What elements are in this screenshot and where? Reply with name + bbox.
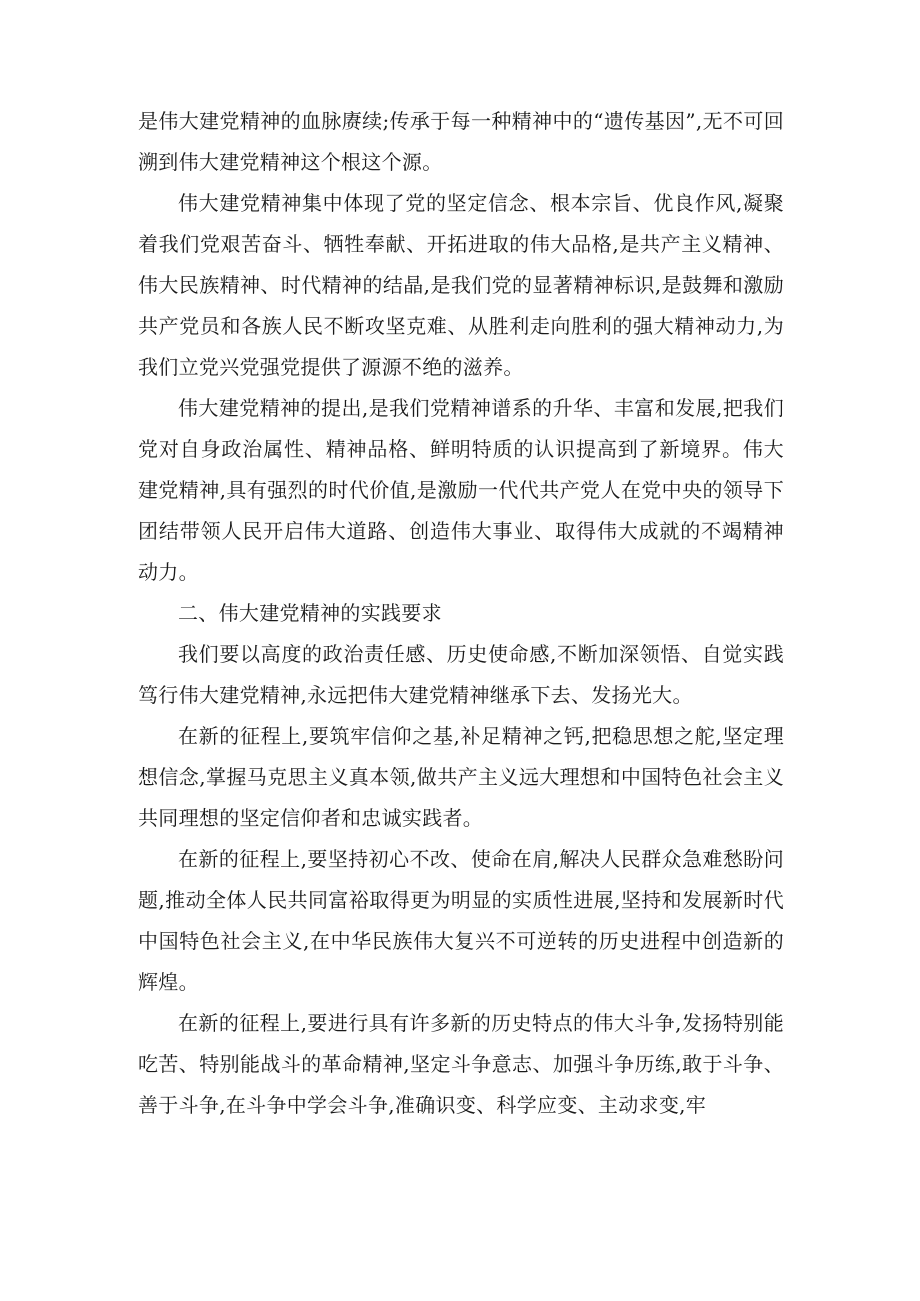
paragraph-spirit-significance: 伟大建党精神的提出,是我们党精神谱系的升华、丰富和发展,把我们党对自身政治属性、精神品格、鲜明特质的认识提高到了新境界。伟大建党精神,具有强烈的时代价值,是激励一代代共产党人在党中央的领导下团结带领人民开启伟大道路、创造伟大事业、取得伟大成就的不竭精神动力。 bbox=[138, 396, 784, 584]
document-page bbox=[138, 101, 784, 1126]
section-heading: 二、伟大建党精神的实践要求 bbox=[178, 601, 442, 625]
paragraph-continuation: 是伟大建党精神的血脉赓续;传承于每一种精神中的“遗传基因”,无不可回溯到伟大建党精神这个根这个源。 bbox=[138, 109, 784, 174]
paragraph-practice-mission: 在新的征程上,要坚持初心不改、使命在肩,解决人民群众急难愁盼问题,推动全体人民共同富裕取得更为明显的实质性进展,坚持和发展新时代中国特色社会主义,在中华民族伟大复兴不可逆转的历史进程中创造新的辉煌。 bbox=[138, 847, 784, 994]
paragraph-practice-intro: 我们要以高度的政治责任感、历史使命感,不断加深领悟、自觉实践笃行伟大建党精神,永远把伟大建党精神继承下去、发扬光大。 bbox=[138, 642, 784, 707]
paragraph-spirit-embodiment: 伟大建党精神集中体现了党的坚定信念、根本宗旨、优良作风,凝聚着我们党艰苦奋斗、牺牲奉献、开拓进取的伟大品格,是共产主义精神、伟大民族精神、时代精神的结晶,是我们党的显著精神标识,是鼓舞和激励共产党员和各族人民不断攻坚克难、从胜利走向胜利的强大精神动力,为我们立党兴党强党提供了源源不绝的滋养。 bbox=[138, 191, 784, 379]
paragraph-practice-belief: 在新的征程上,要筑牢信仰之基,补足精神之钙,把稳思想之舵,坚定理想信念,掌握马克思主义真本领,做共产主义远大理想和中国特色社会主义共同理想的坚定信仰者和忠诚实践者。 bbox=[138, 724, 784, 830]
paragraph-practice-struggle: 在新的征程上,要进行具有许多新的历史特点的伟大斗争,发扬特别能吃苦、特别能战斗的革命精神,坚定斗争意志、加强斗争历练,敢于斗争、善于斗争,在斗争中学会斗争,准确识变、科学应变、主动求变,牢 bbox=[138, 1011, 784, 1117]
